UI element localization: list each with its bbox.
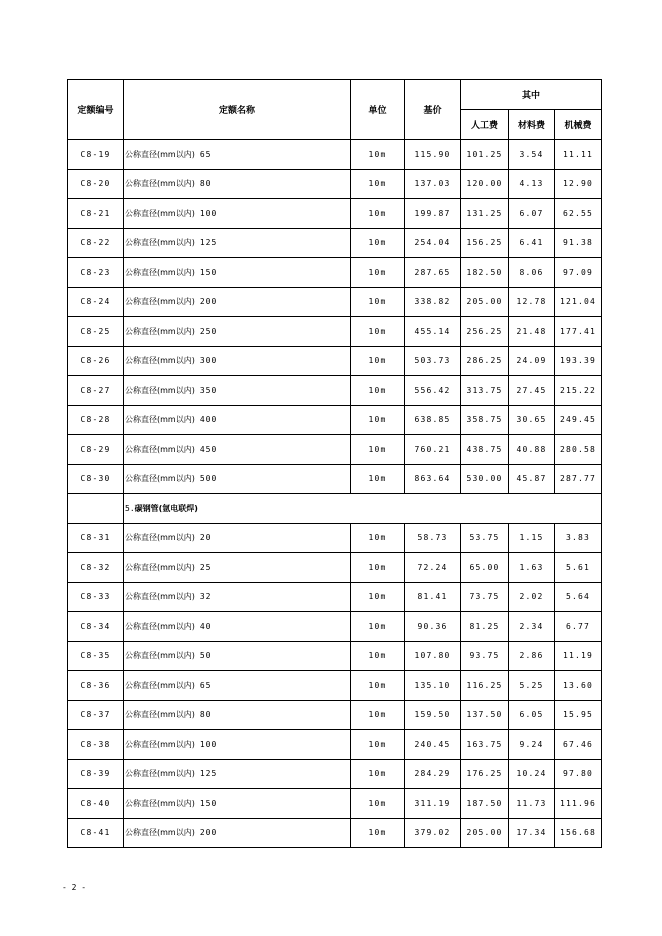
cell-code: C8-19 [68, 140, 124, 170]
name-size: 32 [199, 592, 212, 602]
name-label: 公称直径(mm以内) [125, 533, 195, 543]
cell-unit: 10m [351, 199, 405, 229]
cell-material: 45.87 [509, 464, 555, 494]
cell-code: C8-34 [68, 612, 124, 642]
cell-labor: 530.00 [461, 464, 509, 494]
section-heading-group [68, 494, 602, 524]
cell-unit: 10m [351, 317, 405, 347]
cell-labor: 120.00 [461, 169, 509, 199]
name-size: 250 [199, 326, 218, 336]
section-row [68, 494, 602, 524]
cell-name [124, 700, 351, 730]
name-label: 公称直径(mm以内) [125, 621, 195, 631]
cell-material: 2.86 [509, 641, 555, 671]
name-size: 150 [199, 798, 218, 808]
cell-labor: 101.25 [461, 140, 509, 170]
cell-machine: 67.46 [555, 730, 602, 760]
cell-name [124, 346, 351, 376]
cell-name [124, 435, 351, 465]
cell-material: 6.07 [509, 199, 555, 229]
cell-labor: 438.75 [461, 435, 509, 465]
cell-labor: 163.75 [461, 730, 509, 760]
name-size: 65 [199, 680, 212, 690]
cell-base-price: 638.85 [405, 405, 461, 435]
table-body-group-b [68, 523, 602, 848]
cell-code: C8-33 [68, 582, 124, 612]
table-body-group-a [68, 140, 602, 494]
table-row [68, 641, 602, 671]
cell-code: C8-28 [68, 405, 124, 435]
cell-material: 12.78 [509, 287, 555, 317]
name-label: 公称直径(mm以内) [125, 651, 195, 661]
cell-code: C8-27 [68, 376, 124, 406]
cell-name [124, 730, 351, 760]
name-label: 公称直径(mm以内) [125, 474, 195, 484]
cell-unit: 10m [351, 553, 405, 583]
cell-labor: 116.25 [461, 671, 509, 701]
name-label: 公称直径(mm以内) [125, 179, 195, 189]
cell-material: 1.63 [509, 553, 555, 583]
cell-code: C8-20 [68, 169, 124, 199]
cell-machine: 62.55 [555, 199, 602, 229]
cell-name [124, 405, 351, 435]
cell-name [124, 464, 351, 494]
table-row [68, 317, 602, 347]
cell-code: C8-22 [68, 228, 124, 258]
cell-machine: 97.80 [555, 759, 602, 789]
cell-base-price: 72.24 [405, 553, 461, 583]
cell-code: C8-39 [68, 759, 124, 789]
name-size: 100 [199, 208, 218, 218]
cell-unit: 10m [351, 228, 405, 258]
cell-material: 17.34 [509, 818, 555, 848]
cell-material: 40.88 [509, 435, 555, 465]
cell-base-price: 107.80 [405, 641, 461, 671]
cell-unit: 10m [351, 346, 405, 376]
header-machine: 机械费 [555, 110, 602, 140]
cell-unit: 10m [351, 258, 405, 288]
cell-unit: 10m [351, 464, 405, 494]
cell-machine: 12.90 [555, 169, 602, 199]
cell-code: C8-29 [68, 435, 124, 465]
header-labor: 人工费 [461, 110, 509, 140]
cell-material: 27.45 [509, 376, 555, 406]
cell-machine: 13.60 [555, 671, 602, 701]
cell-machine: 121.04 [555, 287, 602, 317]
cell-base-price: 254.04 [405, 228, 461, 258]
cell-base-price: 760.21 [405, 435, 461, 465]
table-row [68, 759, 602, 789]
cell-base-price: 159.50 [405, 700, 461, 730]
name-label: 公称直径(mm以内) [125, 739, 195, 749]
cell-machine: 11.19 [555, 641, 602, 671]
cell-unit: 10m [351, 612, 405, 642]
cell-labor: 131.25 [461, 199, 509, 229]
cell-labor: 93.75 [461, 641, 509, 671]
header-unit: 单位 [351, 80, 405, 140]
header-code: 定额编号 [68, 80, 124, 140]
cell-base-price: 284.29 [405, 759, 461, 789]
cell-labor: 358.75 [461, 405, 509, 435]
section-heading [124, 494, 602, 524]
cell-material: 6.41 [509, 228, 555, 258]
cell-code: C8-37 [68, 700, 124, 730]
table-row [68, 140, 602, 170]
name-size: 80 [199, 710, 212, 720]
name-label: 公称直径(mm以内) [125, 297, 195, 307]
cell-machine: 287.77 [555, 464, 602, 494]
cell-base-price: 135.10 [405, 671, 461, 701]
cell-base-price: 115.90 [405, 140, 461, 170]
name-size: 65 [199, 149, 212, 159]
cell-name [124, 287, 351, 317]
name-label: 公称直径(mm以内) [125, 592, 195, 602]
cell-unit: 10m [351, 759, 405, 789]
header-base-price: 基价 [405, 80, 461, 140]
cell-unit: 10m [351, 671, 405, 701]
cell-code: C8-35 [68, 641, 124, 671]
cell-unit: 10m [351, 523, 405, 553]
cell-base-price: 240.45 [405, 730, 461, 760]
cell-material: 1.15 [509, 523, 555, 553]
cell-name [124, 376, 351, 406]
cell-machine: 3.83 [555, 523, 602, 553]
name-size: 100 [199, 739, 218, 749]
table-row [68, 405, 602, 435]
name-size: 450 [199, 444, 218, 454]
name-size: 350 [199, 385, 218, 395]
cell-name [124, 582, 351, 612]
cell-code: C8-41 [68, 818, 124, 848]
name-label: 公称直径(mm以内) [125, 710, 195, 720]
cell-material: 11.73 [509, 789, 555, 819]
cell-base-price: 455.14 [405, 317, 461, 347]
name-size: 125 [199, 769, 218, 779]
cell-code: C8-24 [68, 287, 124, 317]
cell-unit: 10m [351, 435, 405, 465]
name-size: 200 [199, 297, 218, 307]
cell-material: 9.24 [509, 730, 555, 760]
name-size: 25 [199, 562, 212, 572]
cell-machine: 11.11 [555, 140, 602, 170]
table-row [68, 169, 602, 199]
cell-code: C8-23 [68, 258, 124, 288]
cell-name [124, 258, 351, 288]
section-number: 5. [125, 503, 135, 513]
section-title: 碳钢管(氩电联焊) [134, 503, 198, 513]
quota-table [67, 79, 602, 848]
name-label: 公称直径(mm以内) [125, 828, 195, 838]
cell-code: C8-31 [68, 523, 124, 553]
cell-base-price: 58.73 [405, 523, 461, 553]
cell-material: 24.09 [509, 346, 555, 376]
name-size: 20 [199, 533, 212, 543]
cell-code: C8-30 [68, 464, 124, 494]
name-label: 公称直径(mm以内) [125, 680, 195, 690]
cell-material: 5.25 [509, 671, 555, 701]
table-row [68, 435, 602, 465]
name-label: 公称直径(mm以内) [125, 356, 195, 366]
cell-material: 10.24 [509, 759, 555, 789]
cell-material: 8.06 [509, 258, 555, 288]
table-row [68, 789, 602, 819]
cell-labor: 137.50 [461, 700, 509, 730]
cell-unit: 10m [351, 582, 405, 612]
cell-machine: 91.38 [555, 228, 602, 258]
cell-base-price: 287.65 [405, 258, 461, 288]
cell-unit: 10m [351, 287, 405, 317]
table-row [68, 553, 602, 583]
cell-machine: 15.95 [555, 700, 602, 730]
name-label: 公称直径(mm以内) [125, 769, 195, 779]
name-label: 公称直径(mm以内) [125, 326, 195, 336]
header-of-which: 其中 [461, 80, 602, 110]
cell-base-price: 311.19 [405, 789, 461, 819]
cell-labor: 187.50 [461, 789, 509, 819]
name-size: 500 [199, 474, 218, 484]
cell-machine: 215.22 [555, 376, 602, 406]
cell-name [124, 317, 351, 347]
cell-name [124, 641, 351, 671]
cell-unit: 10m [351, 169, 405, 199]
cell-material: 2.02 [509, 582, 555, 612]
cell-material: 2.34 [509, 612, 555, 642]
cell-name [124, 612, 351, 642]
cell-name [124, 228, 351, 258]
cell-machine: 193.39 [555, 346, 602, 376]
cell-material: 30.65 [509, 405, 555, 435]
cell-code: C8-32 [68, 553, 124, 583]
table-row [68, 258, 602, 288]
name-size: 150 [199, 267, 218, 277]
cell-code: C8-38 [68, 730, 124, 760]
name-label: 公称直径(mm以内) [125, 208, 195, 218]
cell-base-price: 90.36 [405, 612, 461, 642]
cell-labor: 205.00 [461, 818, 509, 848]
cell-name [124, 169, 351, 199]
name-label: 公称直径(mm以内) [125, 149, 195, 159]
table-row [68, 199, 602, 229]
cell-material: 21.48 [509, 317, 555, 347]
table-row [68, 464, 602, 494]
cell-name [124, 671, 351, 701]
cell-unit: 10m [351, 818, 405, 848]
table-row [68, 523, 602, 553]
name-size: 200 [199, 828, 218, 838]
cell-base-price: 81.41 [405, 582, 461, 612]
table-row [68, 287, 602, 317]
cell-machine: 280.58 [555, 435, 602, 465]
cell-code: C8-40 [68, 789, 124, 819]
cell-base-price: 863.64 [405, 464, 461, 494]
cell-labor: 182.50 [461, 258, 509, 288]
page-number: - 2 - [62, 883, 87, 892]
name-size: 50 [199, 651, 212, 661]
cell-machine: 5.61 [555, 553, 602, 583]
cell-code: C8-21 [68, 199, 124, 229]
cell-labor: 313.75 [461, 376, 509, 406]
cell-machine: 6.77 [555, 612, 602, 642]
cell-name [124, 140, 351, 170]
name-label: 公称直径(mm以内) [125, 562, 195, 572]
cell-labor: 65.00 [461, 553, 509, 583]
cell-labor: 73.75 [461, 582, 509, 612]
table-row [68, 671, 602, 701]
cell-labor: 205.00 [461, 287, 509, 317]
cell-machine: 156.68 [555, 818, 602, 848]
cell-unit: 10m [351, 405, 405, 435]
name-label: 公称直径(mm以内) [125, 267, 195, 277]
cell-base-price: 338.82 [405, 287, 461, 317]
section-empty-cell [68, 494, 124, 524]
table-row [68, 612, 602, 642]
name-label: 公称直径(mm以内) [125, 415, 195, 425]
name-size: 125 [199, 238, 218, 248]
name-label: 公称直径(mm以内) [125, 238, 195, 248]
cell-labor: 81.25 [461, 612, 509, 642]
cell-code: C8-26 [68, 346, 124, 376]
cell-name [124, 818, 351, 848]
cell-material: 6.05 [509, 700, 555, 730]
cell-material: 4.13 [509, 169, 555, 199]
cell-unit: 10m [351, 641, 405, 671]
cell-labor: 256.25 [461, 317, 509, 347]
cell-name [124, 789, 351, 819]
name-size: 40 [199, 621, 212, 631]
cell-unit: 10m [351, 376, 405, 406]
table-row [68, 818, 602, 848]
name-label: 公称直径(mm以内) [125, 798, 195, 808]
table-row [68, 700, 602, 730]
cell-name [124, 759, 351, 789]
cell-machine: 249.45 [555, 405, 602, 435]
table-row [68, 346, 602, 376]
cell-base-price: 503.73 [405, 346, 461, 376]
header-name: 定额名称 [124, 80, 351, 140]
name-label: 公称直径(mm以内) [125, 444, 195, 454]
header-material: 材料费 [509, 110, 555, 140]
cell-labor: 156.25 [461, 228, 509, 258]
table-row [68, 730, 602, 760]
name-label: 公称直径(mm以内) [125, 385, 195, 395]
cell-name [124, 553, 351, 583]
name-size: 80 [199, 179, 212, 189]
cell-code: C8-25 [68, 317, 124, 347]
cell-machine: 111.96 [555, 789, 602, 819]
table-row [68, 582, 602, 612]
cell-unit: 10m [351, 140, 405, 170]
cell-labor: 53.75 [461, 523, 509, 553]
cell-name [124, 199, 351, 229]
cell-base-price: 137.03 [405, 169, 461, 199]
cell-base-price: 379.02 [405, 818, 461, 848]
cell-unit: 10m [351, 730, 405, 760]
table-row [68, 228, 602, 258]
cell-base-price: 199.87 [405, 199, 461, 229]
cell-name [124, 523, 351, 553]
cell-unit: 10m [351, 789, 405, 819]
cell-code: C8-36 [68, 671, 124, 701]
cell-machine: 177.41 [555, 317, 602, 347]
cell-labor: 286.25 [461, 346, 509, 376]
table-row [68, 376, 602, 406]
cell-machine: 5.64 [555, 582, 602, 612]
cell-base-price: 556.42 [405, 376, 461, 406]
cell-material: 3.54 [509, 140, 555, 170]
table-header [68, 80, 602, 140]
cell-unit: 10m [351, 700, 405, 730]
name-size: 400 [199, 415, 218, 425]
cell-labor: 176.25 [461, 759, 509, 789]
cell-machine: 97.09 [555, 258, 602, 288]
name-size: 300 [199, 356, 218, 366]
